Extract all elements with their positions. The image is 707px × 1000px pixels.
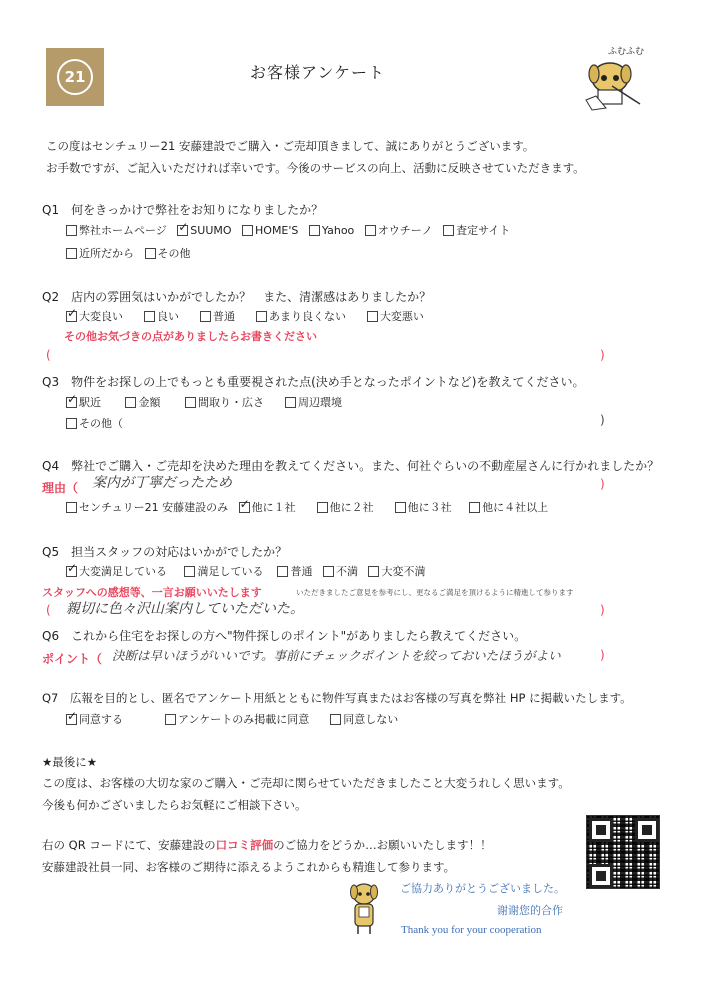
q5-paren-open: ( (46, 603, 51, 617)
q5-question: Q5 担当スタッフの対応はいかがでしたか？ (42, 545, 288, 559)
q2-question: Q2 店内の雰囲気はいかがでしたか？ また、清潔感はありましたか？ (42, 290, 432, 304)
closing-line-2: 今後も何かございましたらお気軽にご相談下さい。 (42, 798, 307, 812)
q6-answer[interactable]: 決断は早いほうがいいです。事前にチェックポイントを絞っておいたほうがよい (112, 648, 561, 663)
mascot-bowing-icon (346, 880, 382, 936)
thanks-en: Thank you for your cooperation (401, 924, 542, 936)
q5-note: いただきましたご意見を参考にし、更なるご満足を頂けるように精進して参ります (296, 588, 574, 597)
mascot-caption: ふむふむ (608, 47, 645, 57)
q3-option-layout[interactable]: 間取り・広さ (185, 396, 264, 409)
q7-option-disagree[interactable]: 同意しない (330, 713, 398, 726)
q6-label: ポイント（ (42, 652, 103, 666)
q5-option-very-satisfied[interactable]: ✓大変満足している (66, 565, 167, 578)
q2-option-normal[interactable]: 普通 (200, 310, 235, 323)
q4-option-four-plus[interactable]: 他に４社以上 (469, 501, 548, 514)
q3-option-price[interactable]: 金額 (125, 396, 160, 409)
q4-reason-label: 理由（ (42, 481, 79, 495)
q7-options (66, 711, 398, 727)
q5-option-unsatisfied[interactable]: 不満 (323, 565, 358, 578)
q5-option-very-unsatisfied[interactable]: 大変不満 (368, 565, 425, 578)
qr-code-icon[interactable] (586, 815, 660, 889)
q2-option-very-good[interactable]: ✓大変良い (66, 310, 123, 323)
q1-option-homes[interactable]: HOME'S (242, 224, 298, 237)
q4-question: Q4 弊社でご購入・ご売却を決めた理由を教えてください。また、何社ぐらいの不動産屋さんに行かれましたか？ (42, 459, 660, 473)
q1-option-satei[interactable]: 査定サイト (443, 224, 510, 237)
q4-options (66, 499, 548, 515)
closing-line-4: 安藤建設社員一同、お客様のご期待に添えるようこれからも精進して参ります。 (42, 860, 456, 874)
q4-option-three[interactable]: 他に３社 (395, 501, 452, 514)
q1-option-other[interactable]: その他 (145, 247, 191, 260)
q1-options-row1 (66, 222, 510, 238)
q3-paren-close: ) (600, 413, 605, 427)
mascot-reading-icon (582, 56, 654, 112)
q1-option-hp[interactable]: 弊社ホームページ (66, 224, 167, 237)
q5-prompt: スタッフへの感想等、一言お願いいたします (42, 586, 262, 599)
q3-options (66, 394, 342, 410)
q1-option-yahoo[interactable]: Yahoo (309, 224, 354, 237)
q5-answer[interactable]: 親切に色々沢山案内していただいた。 (66, 601, 304, 617)
q7-question: Q7 広報を目的とし、匿名でアンケート用紙とともに物件写真またはお客様の写真を弊社 HP に掲載いたします。 (42, 691, 632, 705)
q1-option-kinjo[interactable]: 近所だから (66, 247, 134, 260)
q2-options (66, 308, 424, 324)
q3-question: Q3 物件をお探しの上でもっとも重要視された点(決め手となったポイントなど)を教えてください。 (42, 375, 585, 389)
q2-option-not-good[interactable]: あまり良くない (256, 310, 346, 323)
q7-option-survey-only[interactable]: アンケートのみ掲載に同意 (165, 713, 309, 726)
intro-line-1: この度はセンチュリー21 安藤建設でご購入・ご売却頂きまして、誠にありがとうございます。 (46, 139, 535, 153)
q4-option-two[interactable]: 他に２社 (317, 501, 374, 514)
q5-options (66, 563, 425, 579)
q1-option-ouchino[interactable]: オウチーノ (365, 224, 433, 237)
q4-paren-close: ) (600, 477, 605, 491)
q7-option-agree[interactable]: ✓同意する (66, 713, 123, 726)
q2-prompt: その他お気づきの点がありましたらお書きください (64, 330, 317, 343)
q1-options-row2 (66, 245, 191, 261)
q3-option-other[interactable]: その他（ (66, 415, 123, 431)
logo-text: 21 (57, 59, 93, 95)
q6-question: Q6 これから住宅をお探しの方へ"物件探しのポイント"がありましたら教えてください。 (42, 629, 527, 643)
q4-reason-answer[interactable]: 案内が丁寧だったため (92, 475, 232, 491)
q5-paren-close: ) (600, 603, 605, 617)
q5-option-satisfied[interactable]: 満足している (184, 565, 263, 578)
q2-paren-close: ) (600, 348, 605, 362)
century21-logo (46, 48, 104, 106)
q1-option-suumo[interactable]: ✓ SUUMO (177, 224, 231, 237)
q3-option-station[interactable]: ✓駅近 (66, 396, 101, 409)
intro-line-2: お手数ですが、ご記入いただければ幸いです。今後のサービスの向上、活動に反映させていただきます。 (46, 161, 585, 175)
thanks-ja: ご協力ありがとうございました。 (400, 882, 565, 895)
q3-option-environment[interactable]: 周辺環境 (285, 396, 342, 409)
q4-option-one[interactable]: ✓ 他に１社 (239, 501, 296, 514)
q2-paren-open: ( (46, 348, 51, 362)
page-title: お客様アンケート (250, 63, 386, 82)
q4-option-only[interactable]: センチュリー21 安藤建設のみ (66, 501, 228, 514)
q2-option-good[interactable]: 良い (144, 310, 179, 323)
closing-line-1: この度は、お客様の大切な家のご購入・ご売却に関らせていただきましたこと大変うれしく思います。 (42, 776, 570, 790)
closing-qr-line: 右の QR コードにて、安藤建設の口コミ評価のご協力をどうか…お願いいたします！！ (42, 838, 492, 852)
q2-option-very-bad[interactable]: 大変悪い (367, 310, 424, 323)
q1-question: Q1 何をきっかけで弊社をお知りになりましたか？ (42, 203, 324, 217)
review-highlight: 口コミ評価 (215, 838, 274, 852)
closing-heading: ★最後に★ (42, 755, 98, 769)
thanks-zh: 谢谢您的合作 (497, 904, 563, 917)
q5-option-normal[interactable]: 普通 (277, 565, 312, 578)
q6-paren-close: ) (600, 648, 605, 662)
